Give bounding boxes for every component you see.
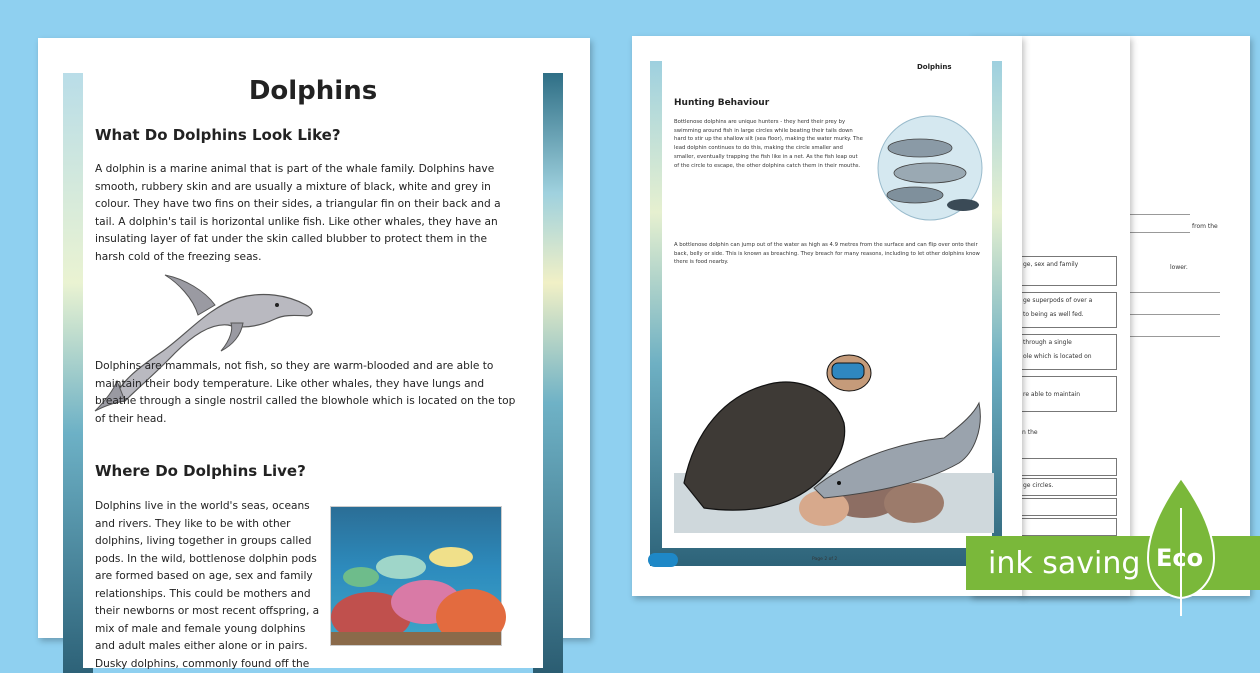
page-title: Dolphins: [248, 76, 378, 106]
badge-label: ink saving: [988, 546, 1141, 581]
fragment: lower.: [1170, 264, 1188, 271]
diver-with-dolphin-image: [674, 333, 994, 533]
section-heading-appearance: What Do Dolphins Look Like?: [95, 126, 341, 144]
page-header: Dolphins: [917, 63, 952, 71]
fragment: through a single: [1023, 339, 1072, 346]
section-heading-habitat: Where Do Dolphins Live?: [95, 462, 306, 480]
fragment: n the: [1022, 429, 1038, 436]
fragment: ole which is located on: [1023, 353, 1092, 360]
fish-school-image: [875, 113, 985, 223]
answer-box: [1020, 478, 1117, 496]
eco-word: Eco: [1156, 544, 1204, 572]
reading-page-hunting: [632, 36, 1022, 596]
answer-line: [1130, 336, 1220, 337]
page-number: Page 2 of 2: [812, 557, 838, 562]
reading-page-main: [38, 38, 590, 670]
fragment: ge, sex and family: [1023, 261, 1079, 268]
fragment: re able to maintain: [1023, 391, 1081, 398]
answer-box: [1020, 256, 1117, 286]
answer-box: [1020, 458, 1117, 476]
answer-line: [1130, 314, 1220, 315]
fragment: ge superpods of over a: [1023, 297, 1093, 304]
page-content: [662, 58, 992, 562]
paragraph: A dolphin is a marine animal that is part of the whale family. Dolphins have smooth, rubbery skin and are usually a mixture of black, white and grey in colour. They have two fins on their sides, a triangular fin on their back and a tail. A dolphin's tail is horizontal unlike fish. Like other whales, they have an insulating layer of fat under the skin called blubber to protect them in the harsh cold of the freezing seas.: [95, 163, 501, 263]
answer-box: [1020, 292, 1117, 328]
breaching-text: A bottlenose dolphin can jump out of the water as high as 4.9 metres from the surface and can flip over onto their back, belly or side. This is known as breaching. They breach for many reasons, including to let other dolphins know there is food nearby.: [674, 242, 980, 266]
section-heading-hunting: Hunting Behaviour: [674, 98, 770, 108]
fragment: from the: [1192, 223, 1218, 230]
fragment: to being as well fed.: [1023, 311, 1084, 318]
hunting-text: Bottlenose dolphins are unique hunters - they herd their prey by swimming around fish in large circles while beating their tails down hard to stir up the shallow silt (sea floor), making the water murky. The lead dolphin continues to do this, making the circle smaller and smaller, eventually trapping the fish like in a net. As the fish leap out of the circle to escape, the other dolphins catch them in their mouths.: [674, 119, 863, 169]
answer-line: [1130, 292, 1220, 293]
coral-reef-image: [330, 506, 502, 646]
answer-box: [1020, 498, 1117, 516]
twinkl-logo: [648, 553, 678, 567]
mammal-text: [95, 358, 520, 438]
page-content: [83, 68, 543, 668]
paragraph: Dolphins are mammals, not fish, so they are warm-blooded and are able to maintain their body temperature. Like other whales, they have lungs and breathe through a single nostril called the blowhole which is located on the top of their head.: [95, 360, 516, 425]
habitat-text: Dolphins live in the world's seas, oceans and rivers. They like to be with other dolphins, living together in groups called pods. In the wild, bottlenose dolphin pods are formed based on age, sex and family relationships. This could be mothers and their newborns or most recent offspring, a mix of male and female young dolphins and adult males either alone or in pairs. Dusky dolphins, commonly found off the: [95, 500, 320, 670]
answer-box: [1020, 376, 1117, 412]
answer-box: [1020, 334, 1117, 370]
ink-saving-badge: [966, 528, 1260, 598]
fragment: ge circles.: [1023, 482, 1054, 489]
